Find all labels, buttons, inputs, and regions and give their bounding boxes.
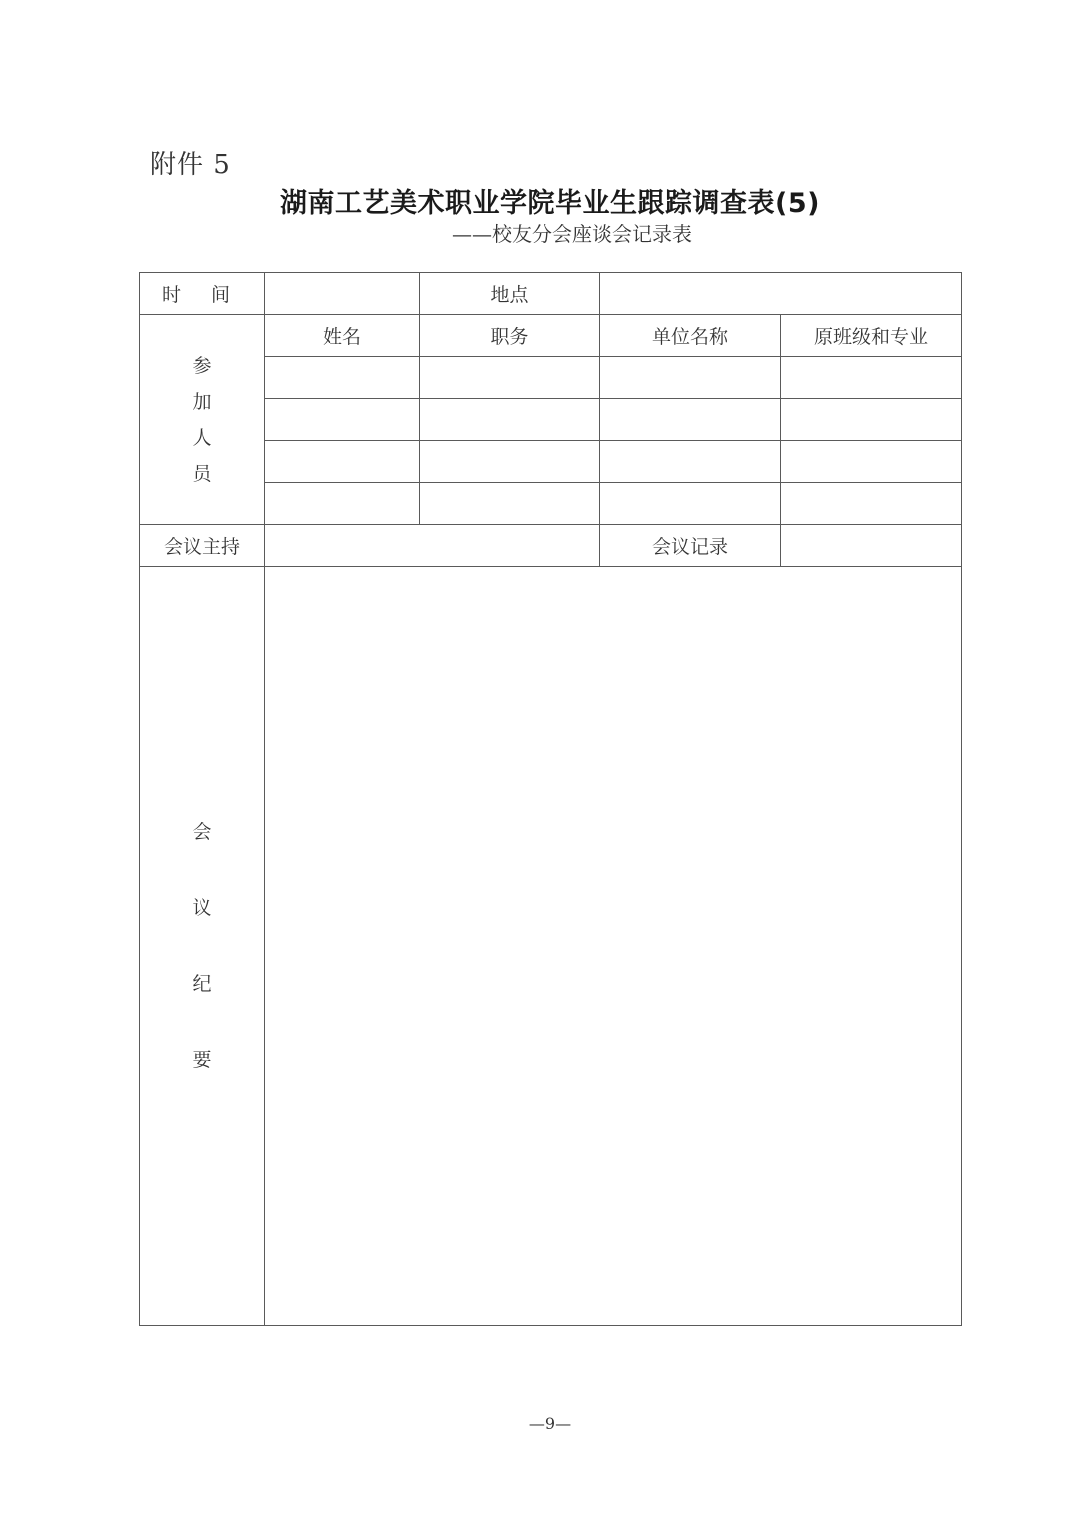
attendees-label-char: 加 [192,390,212,413]
attendee-position-cell[interactable] [420,441,600,483]
page-number: —9— [528,1414,572,1433]
recorder-label: 会议记录 [600,525,781,567]
time-input-cell[interactable] [265,273,420,315]
attendee-position-cell[interactable] [420,357,600,399]
minutes-input-cell[interactable] [265,567,962,1326]
survey-form-table [139,272,962,1326]
minutes-row [140,567,962,1326]
location-input-cell[interactable] [600,273,962,315]
attendee-organization-cell[interactable] [600,441,781,483]
column-header-organization: 单位名称 [600,315,781,357]
attendee-organization-cell[interactable] [600,357,781,399]
attendee-organization-cell[interactable] [600,483,781,525]
time-location-row [140,273,962,315]
minutes-label-char: 会 [192,821,212,843]
page-title: 湖南工艺美术职业学院毕业生跟踪调查表(5) [280,188,820,219]
host-input-cell[interactable] [265,525,600,567]
column-header-class-major: 原班级和专业 [781,315,962,357]
attendee-name-cell[interactable] [265,483,420,525]
minutes-label-char: 要 [192,1049,212,1071]
attendee-header-row [140,315,962,357]
attendee-position-cell[interactable] [420,399,600,441]
attendees-label-char: 人 [192,426,212,449]
minutes-label-char: 议 [192,897,212,919]
time-label: 时 间 [140,273,265,315]
minutes-label-char: 纪 [192,973,212,995]
location-label: 地点 [420,273,600,315]
column-header-name: 姓名 [265,315,420,357]
attendees-label [140,315,265,525]
attendee-name-cell[interactable] [265,399,420,441]
attendees-label-char: 员 [192,462,212,485]
recorder-input-cell[interactable] [781,525,962,567]
minutes-label [140,567,265,1326]
column-header-position: 职务 [420,315,600,357]
host-recorder-row [140,525,962,567]
attendee-class-major-cell[interactable] [781,441,962,483]
attendee-class-major-cell[interactable] [781,399,962,441]
attendee-name-cell[interactable] [265,441,420,483]
attendee-position-cell[interactable] [420,483,600,525]
attendee-name-cell[interactable] [265,357,420,399]
page-subtitle: ——校友分会座谈会记录表 [452,222,692,246]
attachment-label: 附件 5 [150,150,231,180]
attendee-organization-cell[interactable] [600,399,781,441]
attendees-label-char: 参 [192,354,212,377]
attendee-class-major-cell[interactable] [781,483,962,525]
host-label: 会议主持 [140,525,265,567]
attendee-class-major-cell[interactable] [781,357,962,399]
